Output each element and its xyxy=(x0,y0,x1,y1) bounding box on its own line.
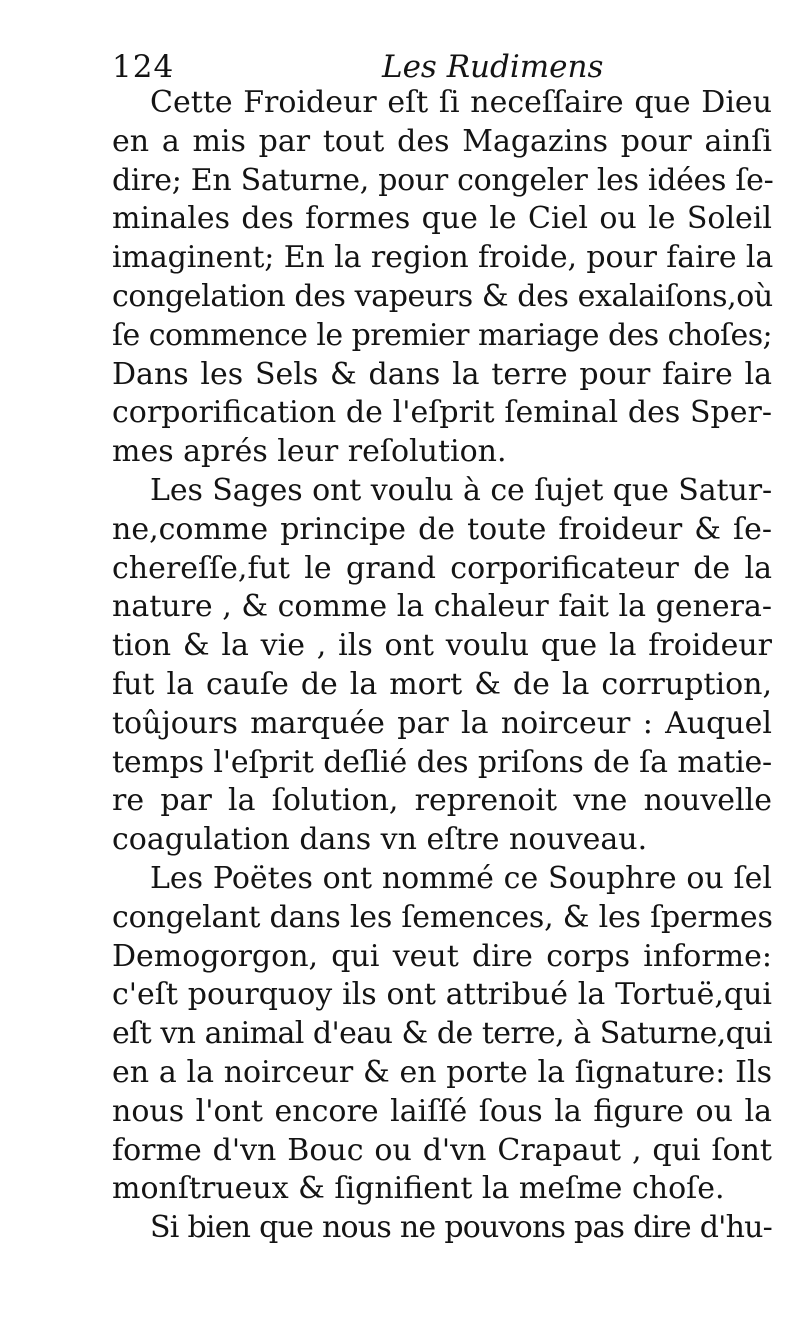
text-line: ne,comme principe de toute froideur & ſe- xyxy=(112,511,772,547)
text-line: nature , & comme la chaleur fait la genera- xyxy=(112,589,772,625)
text-line: re par la ſolution, reprenoit vne nouvelle xyxy=(112,783,772,819)
text-line: Cette Froideur eſt ſi neceſſaire que Dieu xyxy=(150,85,772,120)
text-line: eſt vn animal d'eau & de terre, à Saturne,qui xyxy=(112,1016,772,1052)
text-line: dire; En Saturne, pour congeler les idées ſe- xyxy=(112,162,774,198)
text-line: minales des formes que le Ciel ou le Soleil xyxy=(112,201,772,237)
text-line: Demogorgon, qui veut dire corps informe: xyxy=(112,938,772,974)
text-line: fut la cauſe de la mort & de la corruption, xyxy=(112,666,772,702)
text-line: congelant dans les ſemences, & les ſpermes xyxy=(112,899,773,935)
text-line: tion & la vie , ils ont voulu que la froideur xyxy=(112,628,772,664)
text-line: toûjours marquée par la noirceur : Auquel xyxy=(112,705,772,741)
text-line: temps l'eſprit deſlié des priſons de ſa matie- xyxy=(112,744,772,780)
text-line: Les Sages ont voulu à ce ſujet que Satur- xyxy=(150,472,772,508)
text-line: nous l'ont encore laiſſé ſous la figure ou la xyxy=(112,1093,772,1129)
text-line: chereſſe,fut le grand corporificateur de la xyxy=(112,550,772,586)
text-line: imaginent; En la region froide, pour faire la xyxy=(112,240,774,276)
text-line: forme d'vn Bouc ou d'vn Crapaut , qui ſont xyxy=(112,1132,772,1168)
text-line: en a mis par tout des Magazins pour ainſi xyxy=(112,123,772,159)
text-line: congelation des vapeurs & des exalaiſons,où xyxy=(112,278,773,314)
running-title: Les Rudimens xyxy=(382,49,604,85)
text-line: Les Poëtes ont nommé ce Souphre ou ſel xyxy=(150,860,772,896)
text-line: Si bien que nous ne pouvons pas dire d'hu- xyxy=(150,1210,772,1246)
text-line: Dans les Sels & dans la terre pour faire la xyxy=(112,356,772,392)
text-line: en a la noirceur & en porte la ſignature: Ils xyxy=(112,1054,772,1090)
text-line: coagulation dans vn eſtre nouveau. xyxy=(112,822,648,858)
text-line: c'eſt pourquoy ils ont attribué la Tortuë,qui xyxy=(112,977,772,1013)
text-line: mes aprés leur reſolution. xyxy=(112,434,507,470)
text-line: monſtrueux & ſignifient la meſme choſe. xyxy=(112,1171,725,1207)
text-line: ſe commence le premier mariage des choſes; xyxy=(112,317,772,353)
body-text xyxy=(112,84,772,1248)
text-line: corporification de l'eſprit ſeminal des Sper- xyxy=(112,395,772,431)
page-number: 124 xyxy=(112,49,175,85)
